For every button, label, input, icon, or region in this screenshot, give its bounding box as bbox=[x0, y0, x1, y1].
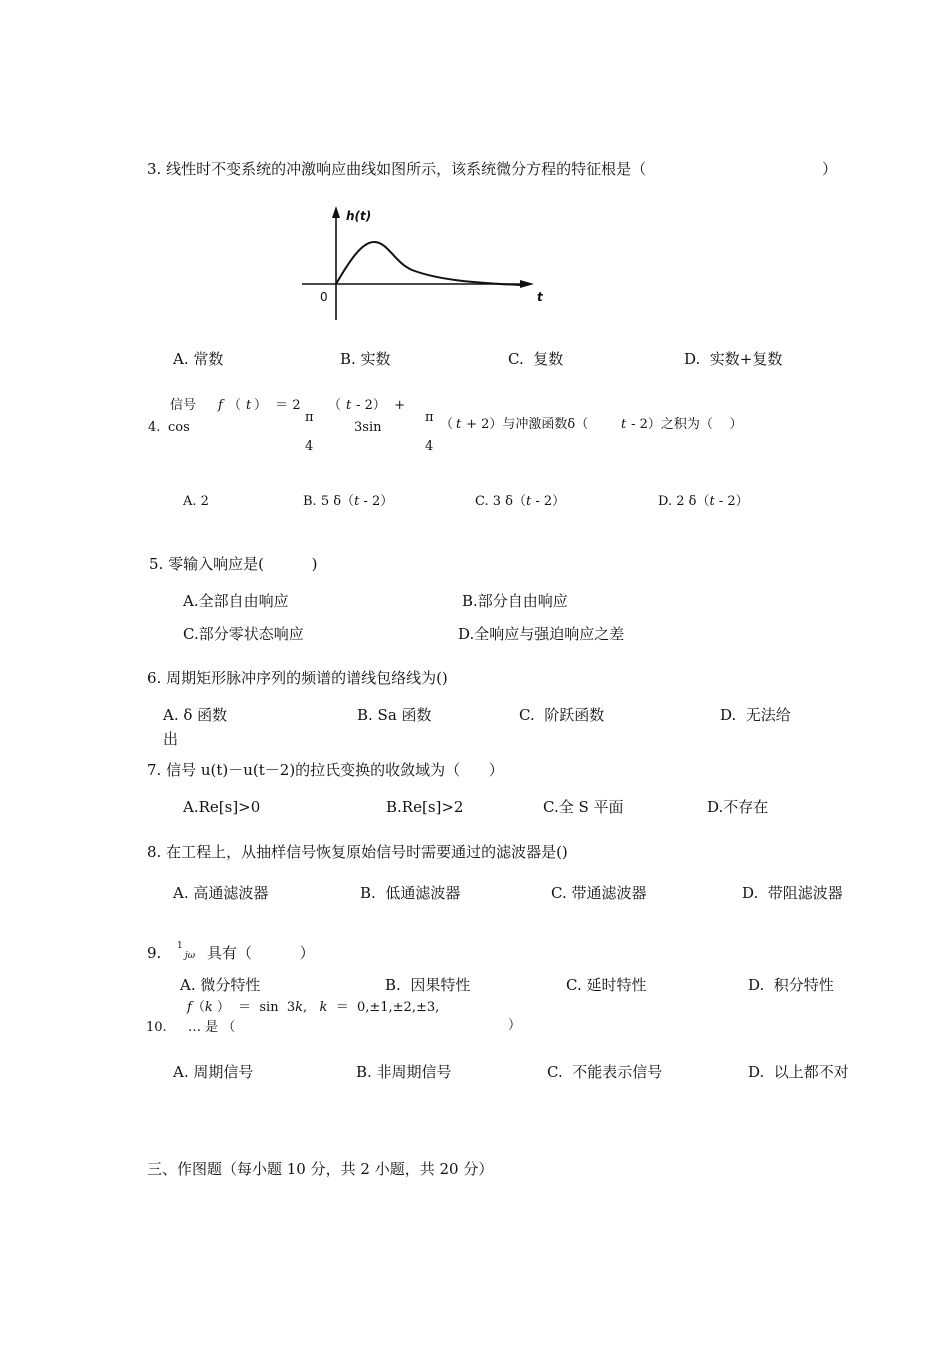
q9-option-a: A. 微分特性 bbox=[180, 976, 261, 994]
q6-option-d: D. 无法给 bbox=[720, 706, 791, 724]
q4-tail-mid: + 2）与冲激函数δ（ bbox=[462, 417, 589, 432]
q4-t-2: t bbox=[346, 398, 352, 413]
q6-option-b: B. Sa 函数 bbox=[357, 706, 432, 724]
q9-option-c: C. 延时特性 bbox=[566, 976, 647, 994]
q4-t: t bbox=[246, 398, 252, 413]
q4-3sin: 3sin bbox=[354, 420, 382, 435]
q5-option-d: D.全响应与强迫响应之差 bbox=[458, 625, 625, 643]
q4-pi-2: π bbox=[425, 410, 434, 425]
q4-f: f bbox=[218, 398, 223, 413]
q4-tail-end: - 2）之积为（ ） bbox=[627, 417, 743, 432]
q10-formula: f（k ） ＝ sin 3k, k ＝ 0,±1,±2,±3, bbox=[187, 1000, 440, 1015]
q4-minus-2: - 2） + bbox=[352, 398, 406, 413]
q6-option-d-wrap: 出 bbox=[163, 730, 179, 748]
q4-paren-open-2: （ bbox=[328, 398, 342, 413]
q3-option-c: C. 复数 bbox=[508, 350, 564, 368]
q4-option-c: C. 3 δ（t - 2） bbox=[475, 494, 566, 509]
q4-tail-t2: t bbox=[621, 417, 627, 432]
section-3-title: 三、作图题（每小题 10 分，共 2 小题，共 20 分） bbox=[147, 1160, 494, 1178]
q4-option-b: B. 5 δ（t - 2） bbox=[303, 494, 394, 509]
q10-option-a: A. 周期信号 bbox=[173, 1063, 254, 1081]
q3-question: 3. 线性时不变系统的冲激响应曲线如图所示，该系统微分方程的特征根是（ bbox=[147, 160, 647, 178]
q4-paren-open: （ bbox=[228, 398, 242, 413]
q10-option-b: B. 非周期信号 bbox=[356, 1063, 452, 1081]
q7-option-b: B.Re[s]>2 bbox=[386, 798, 464, 816]
q5-option-c: C.部分零状态响应 bbox=[183, 625, 304, 643]
q8-question: 8. 在工程上，从抽样信号恢复原始信号时需要通过的滤波器是() bbox=[147, 843, 568, 861]
q3-option-b: B. 实数 bbox=[340, 350, 391, 368]
q10-close-paren: ） bbox=[508, 1018, 522, 1033]
q7-option-d: D.不存在 bbox=[707, 798, 769, 816]
q7-option-a: A.Re[s]>0 bbox=[183, 798, 261, 816]
q7-option-c: C.全 S 平面 bbox=[543, 798, 624, 816]
q6-option-a: A. δ 函数 bbox=[163, 706, 228, 724]
q9-option-d: D. 积分特性 bbox=[748, 976, 834, 994]
q5-question: 5. 零输入响应是( ) bbox=[149, 555, 318, 573]
x-axis-label: t bbox=[537, 290, 543, 304]
response-curve bbox=[336, 242, 520, 285]
q4-tail-open: （ bbox=[440, 417, 454, 432]
q4-number: 4. bbox=[148, 420, 161, 435]
q4-option-a: A. 2 bbox=[183, 494, 209, 509]
q6-option-c: C. 阶跃函数 bbox=[519, 706, 605, 724]
q4-pi-1: π bbox=[305, 410, 314, 425]
q4-denom-1: 4 bbox=[305, 439, 314, 454]
x-axis-arrow bbox=[520, 280, 534, 288]
q9-option-b: B. 因果特性 bbox=[385, 976, 471, 994]
y-axis-arrow bbox=[332, 206, 340, 218]
q10-option-d: D. 以上都不对 bbox=[748, 1063, 849, 1081]
impulse-response-figure bbox=[290, 200, 550, 325]
q4-cos: cos bbox=[168, 420, 190, 435]
q9-question: 具有（ ） bbox=[207, 944, 315, 962]
q10-question: … 是 （ bbox=[188, 1020, 236, 1035]
q3-close-paren: ） bbox=[822, 160, 838, 178]
origin-label: 0 bbox=[320, 290, 328, 304]
q9-fraction-denominator: jω bbox=[185, 951, 196, 961]
q4-signal-label: 信号 bbox=[170, 398, 197, 413]
q10-option-c: C. 不能表示信号 bbox=[547, 1063, 663, 1081]
q7-question: 7. 信号 u(t)－u(t－2)的拉氏变换的收敛域为（ ） bbox=[147, 761, 504, 779]
q4-eq: ） ＝ 2 bbox=[254, 398, 301, 413]
q8-option-d: D. 带阻滤波器 bbox=[742, 884, 843, 902]
y-axis-label: h(t) bbox=[346, 209, 372, 223]
q8-option-c: C. 带通滤波器 bbox=[551, 884, 647, 902]
q4-tail-t: t bbox=[456, 417, 462, 432]
q3-option-a: A. 常数 bbox=[173, 350, 224, 368]
q6-question: 6. 周期矩形脉冲序列的频谱的谱线包络线为() bbox=[147, 669, 448, 687]
q4-denom-2: 4 bbox=[425, 439, 434, 454]
q4-option-d: D. 2 δ（t - 2） bbox=[658, 494, 749, 509]
q8-option-a: A. 高通滤波器 bbox=[173, 884, 269, 902]
q5-option-a: A.全部自由响应 bbox=[183, 592, 289, 610]
q10-number: 10. bbox=[146, 1020, 167, 1035]
q3-option-d: D. 实数+复数 bbox=[684, 350, 783, 368]
q9-fraction-numerator: 1 bbox=[177, 941, 183, 951]
q9-number: 9. bbox=[147, 944, 162, 962]
q8-option-b: B. 低通滤波器 bbox=[360, 884, 461, 902]
q5-option-b: B.部分自由响应 bbox=[462, 592, 568, 610]
